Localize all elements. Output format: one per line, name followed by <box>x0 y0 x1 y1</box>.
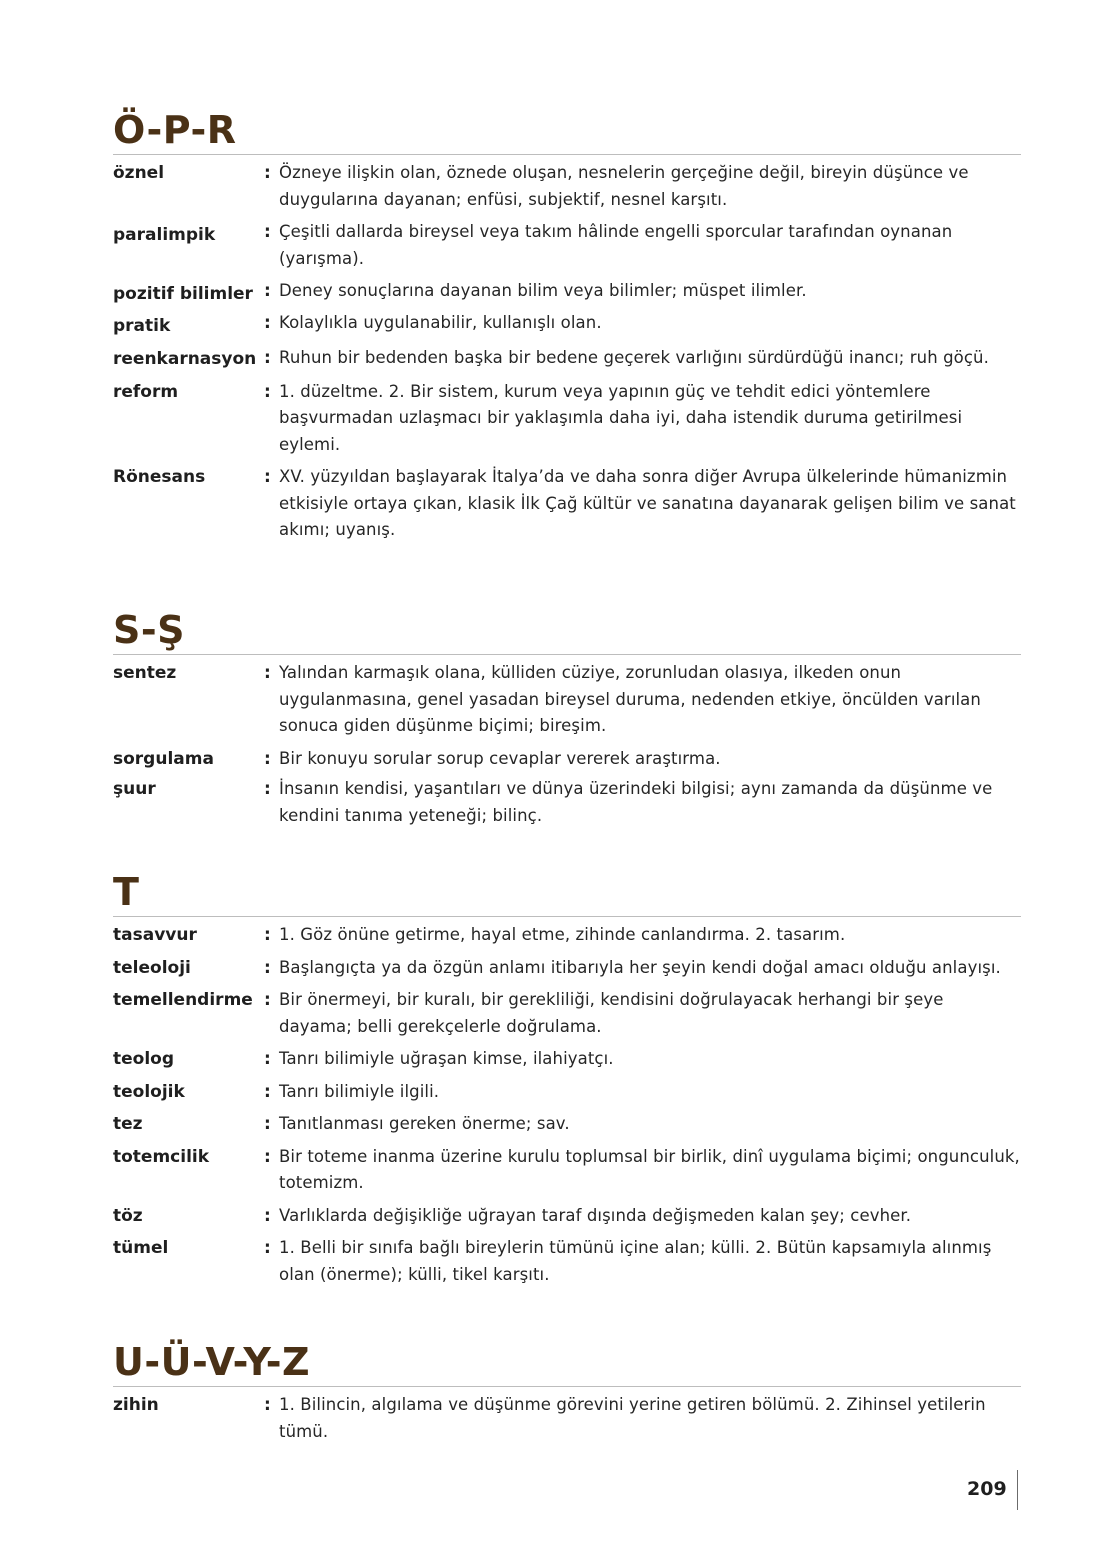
entry-term: teolog <box>113 1049 175 1069</box>
entry-definition: 1. düzeltme. 2. Bir sistem, kurum veya yapının güç ve tehdit edici yöntemlere başvurmadan uzlaşmacı bir yaklaşımla daha iyi, daha istendik duruma getirilmesi eylemi. <box>279 381 963 454</box>
entry-colon: : <box>264 381 271 402</box>
entry-definition: 1. Belli bir sınıfa bağlı bireylerin tümünü içine alan; külli. 2. Bütün kapsamıyla alınmış olan (önerme); külli, tikel karşıtı. <box>279 1238 992 1284</box>
glossary-entry <box>113 922 1021 949</box>
entry-definition: Varlıklarda değişikliğe uğrayan taraf dışında değişmeden kalan şey; cevher. <box>279 1205 912 1225</box>
entry-definition: Kolaylıkla uygulanabilir, kullanışlı olan. <box>279 312 602 332</box>
entry-colon: : <box>264 779 271 799</box>
entry-colon: : <box>264 1049 271 1069</box>
entry-term: temellendirme <box>113 990 253 1010</box>
entry-colon: : <box>264 957 271 978</box>
entry-colon: : <box>264 312 271 333</box>
entry-term: şuur <box>113 779 156 799</box>
section-divider <box>113 654 1021 655</box>
entry-term: reform <box>113 381 179 402</box>
entry-definition: İnsanın kendisi, yaşantıları ve dünya üzerindeki bilgisi; aynı zamanda da düşünme ve kendini tanıma yeteneği; bilinç. <box>279 779 993 825</box>
glossary-entry <box>113 219 1021 272</box>
entry-definition: Tanrı bilimiyle uğraşan kimse, ilahiyatçı. <box>279 1049 614 1068</box>
entry-definition: XV. yüzyıldan başlayarak İtalya’da ve daha sonra diğer Avrupa ülkelerinde hümanizmin etkisiyle ortaya çıkan, klasik İlk Çağ kültür ve sanatına dayanarak gelişen bilim ve sanat akımı; uyanış. <box>279 467 1016 539</box>
entry-list <box>113 160 1021 544</box>
entry-term: töz <box>113 1205 143 1226</box>
entry-definition: Deney sonuçlarına dayanan bilim veya bilimler; müspet ilimler. <box>279 281 807 300</box>
entry-definition: Bir önermeyi, bir kuralı, bir gerekliliği, kendisini doğrulayacak herhangi bir şeye dayama; belli gerekçelerle doğrulama. <box>279 990 944 1036</box>
entry-term: pratik <box>113 315 171 336</box>
glossary-entry <box>113 1144 1021 1197</box>
glossary-entry <box>113 776 1021 829</box>
entry-definition: Çeşitli dallarda bireysel veya takım hâlinde engelli sporcular tarafından oynanan (yarışma). <box>279 222 953 268</box>
entry-term: teolojik <box>113 1081 185 1102</box>
glossary-entry <box>113 278 1021 308</box>
entry-definition: Bir konuyu sorular sorup cevaplar vererek araştırma. <box>279 748 721 768</box>
entry-term: Rönesans <box>113 467 206 487</box>
entry-definition: Tanrı bilimiyle ilgili. <box>279 1081 440 1101</box>
entry-list <box>113 1392 1021 1445</box>
section-s-s <box>113 608 1021 835</box>
page-number: 209 <box>967 1478 1007 1500</box>
entry-colon: : <box>264 1114 271 1134</box>
entry-definition: Tanıtlanması gereken önerme; sav. <box>279 1114 570 1133</box>
section-title: Ö-P-R <box>113 108 237 152</box>
glossary-entry <box>113 1111 1021 1138</box>
glossary-entry <box>113 660 1021 740</box>
entry-colon: : <box>264 1238 271 1258</box>
entry-term: pozitif bilimler <box>113 284 253 304</box>
section-o-p-r <box>113 108 1021 550</box>
entry-colon: : <box>264 348 271 368</box>
entry-term: sentez <box>113 663 177 683</box>
entry-definition: Bir toteme inanma üzerine kurulu toplumsal bir birlik, dinî uygulama biçimi; ongunculuk, totemizm. <box>279 1146 1020 1192</box>
glossary-entry <box>113 955 1021 982</box>
entry-colon: : <box>264 467 271 487</box>
entry-list <box>113 922 1021 1288</box>
glossary-entry <box>113 987 1021 1040</box>
entry-term: teleoloji <box>113 957 191 978</box>
glossary-entry <box>113 345 1021 373</box>
entry-definition: 1. Bilincin, algılama ve düşünme görevini yerine getiren bölümü. 2. Zihinsel yetilerin tümü. <box>279 1395 986 1441</box>
glossary-entry <box>113 379 1021 459</box>
entry-term: paralimpik <box>113 225 216 245</box>
entry-colon: : <box>264 281 271 301</box>
glossary-entry <box>113 746 1021 773</box>
section-title: S-Ş <box>113 608 186 652</box>
glossary-entry <box>113 160 1021 213</box>
entry-colon: : <box>264 222 271 242</box>
glossary-entry <box>113 464 1021 544</box>
entry-term: tez <box>113 1114 143 1134</box>
glossary-entry <box>113 1235 1021 1288</box>
glossary-entry <box>113 1079 1021 1106</box>
section-divider <box>113 916 1021 917</box>
entry-term: zihin <box>113 1395 159 1415</box>
entry-colon: : <box>264 990 271 1010</box>
glossary-entry <box>113 1392 1021 1445</box>
entry-definition: Özneye ilişkin olan, öznede oluşan, nesnelerin gerçeğine değil, bireyin düşünce ve duygularına dayanan; enfüsi, subjektif, nesnel karşıtı. <box>279 163 969 209</box>
glossary-entry <box>113 1203 1021 1230</box>
entry-colon: : <box>264 163 271 183</box>
entry-definition: Ruhun bir bedenden başka bir bedene geçerek varlığını sürdürdüğü inancı; ruh göçü. <box>279 348 989 367</box>
entry-colon: : <box>264 925 271 945</box>
entry-colon: : <box>264 1146 271 1167</box>
entry-term: tümel <box>113 1238 169 1258</box>
entry-list <box>113 660 1021 829</box>
section-t <box>113 870 1021 1294</box>
entry-colon: : <box>264 1395 271 1415</box>
entry-term: totemcilik <box>113 1146 210 1167</box>
page-number-divider <box>1017 1470 1018 1510</box>
entry-term: öznel <box>113 163 165 183</box>
section-divider <box>113 1386 1021 1387</box>
entry-colon: : <box>264 1205 271 1226</box>
entry-colon: : <box>264 1081 271 1102</box>
glossary-entry <box>113 1046 1021 1073</box>
entry-colon: : <box>264 748 271 769</box>
entry-term: tasavvur <box>113 925 197 945</box>
entry-definition: Yalından karmaşık olana, külliden cüziye, zorunludan olasıya, ilkeden onun uygulanmasına, genel yasadan bireysel duruma, nedenden etkiye, öncülden varılan sonuca giden düşünme biçimi; bireşim. <box>279 663 981 735</box>
entry-term: sorgulama <box>113 748 214 769</box>
section-divider <box>113 154 1021 155</box>
entry-colon: : <box>264 663 271 683</box>
entry-definition: Başlangıçta ya da özgün anlamı itibarıyla her şeyin kendi doğal amacı olduğu anlayışı. <box>279 957 1001 977</box>
section-u-u-v-y-z <box>113 1340 1021 1451</box>
glossary-entry <box>113 310 1021 340</box>
entry-definition: 1. Göz önüne getirme, hayal etme, zihinde canlandırma. 2. tasarım. <box>279 925 846 944</box>
section-title: U-Ü-V-Y-Z <box>113 1340 311 1384</box>
section-title: T <box>113 870 140 914</box>
entry-term: reenkarnasyon <box>113 349 257 369</box>
